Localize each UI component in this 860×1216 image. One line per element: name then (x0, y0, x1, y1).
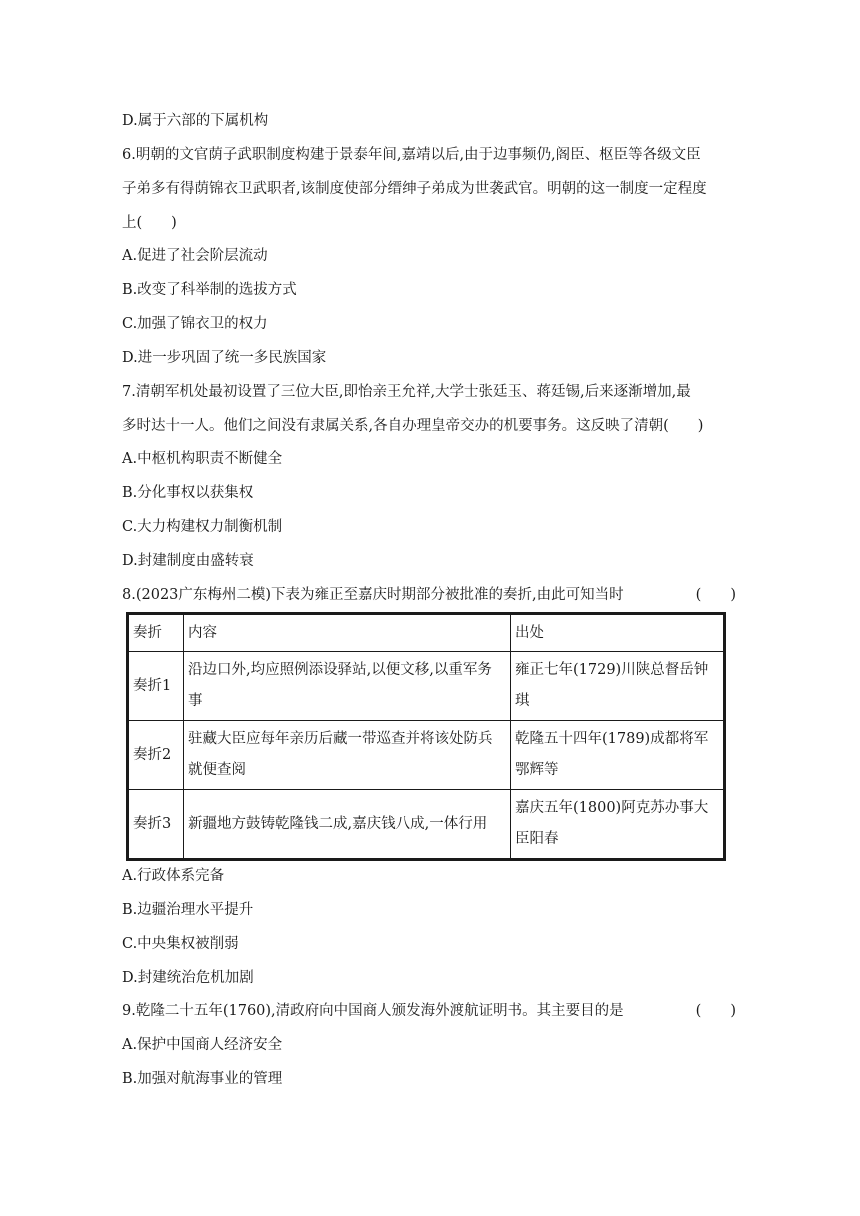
q8-option-a: A.行政体系完备 (122, 868, 225, 884)
q6-option-d: D.进一步巩固了统一多民族国家 (122, 350, 327, 366)
table-header-source: 出处 (511, 614, 725, 652)
q9-stem-text: 9.乾隆二十五年(1760),清政府向中国商人颁发海外渡航证明书。其主要目的是 (122, 1003, 624, 1019)
table-cell-content: 沿边口外,均应照例添设驿站,以便文移,以重军务事 (184, 652, 511, 721)
table-header-memorial: 奏折 (128, 614, 184, 652)
table-cell-source: 嘉庆五年(1800)阿克苏办事大臣阳春 (511, 790, 725, 860)
q7-option-c: C.大力构建权力制衡机制 (122, 519, 283, 535)
q7-stem-line-2: 多时达十一人。他们之间没有隶属关系,各自办理皇帝交办的机要事务。这反映了清朝( ) (122, 418, 704, 434)
q8-stem-text: 8.(2023广东梅州二模)下表为雍正至嘉庆时期部分被批准的奏折,由此可知当时 (122, 587, 624, 603)
table-cell-content: 新疆地方鼓铸乾隆钱二成,嘉庆钱八成,一体行用 (184, 790, 511, 860)
q6-option-b: B.改变了科举制的选拔方式 (122, 282, 297, 298)
table-cell-source: 雍正七年(1729)川陕总督岳钟琪 (511, 652, 725, 721)
q6-stem-line-1: 6.明朝的文官荫子武职制度构建于景泰年间,嘉靖以后,由于边事频仍,阁臣、枢臣等各级文臣 (122, 147, 701, 163)
q9-answer-paren: ( ) (695, 1003, 736, 1019)
q8-option-c: C.中央集权被削弱 (122, 936, 239, 952)
table-header-content: 内容 (184, 614, 511, 652)
q7-stem-line-1: 7.清朝军机处最初设置了三位大臣,即怡亲王允祥,大学士张廷玉、蒋廷锡,后来逐渐增加,最 (122, 384, 691, 400)
q6-stem-line-3: 上( ) (122, 215, 177, 231)
table-row (128, 652, 725, 721)
q9-stem (122, 1001, 742, 1021)
table-cell-source: 乾隆五十四年(1789)成都将军鄂辉等 (511, 721, 725, 790)
q8-option-b: B.边疆治理水平提升 (122, 902, 254, 918)
table-cell-content: 驻藏大臣应每年亲历后藏一带巡查并将该处防兵就便查阅 (184, 721, 511, 790)
table-cell-memorial: 奏折1 (128, 652, 184, 721)
q8-stem (122, 585, 742, 605)
table-row (128, 721, 725, 790)
q6-option-c: C.加强了锦衣卫的权力 (122, 316, 268, 332)
q5-option-d: D.属于六部的下属机构 (122, 113, 269, 129)
table-cell-memorial: 奏折2 (128, 721, 184, 790)
q8-option-d: D.封建统治危机加剧 (122, 970, 254, 986)
q6-stem-line-2: 子弟多有得荫锦衣卫武职者,该制度使部分缙绅子弟成为世袭武官。明朝的这一制度一定程度 (122, 181, 707, 197)
table-header-row (128, 614, 725, 652)
q6-option-a: A.促进了社会阶层流动 (122, 248, 268, 264)
q7-option-b: B.分化事权以获集权 (122, 485, 254, 501)
q9-option-b: B.加强对航海事业的管理 (122, 1071, 283, 1087)
q9-option-a: A.保护中国商人经济安全 (122, 1037, 283, 1053)
q7-option-d: D.封建制度由盛转衰 (122, 553, 254, 569)
table-cell-memorial: 奏折3 (128, 790, 184, 860)
q7-option-a: A.中枢机构职责不断健全 (122, 451, 283, 467)
memorial-table (126, 612, 726, 861)
q8-answer-paren: ( ) (695, 587, 736, 603)
table-row (128, 790, 725, 860)
